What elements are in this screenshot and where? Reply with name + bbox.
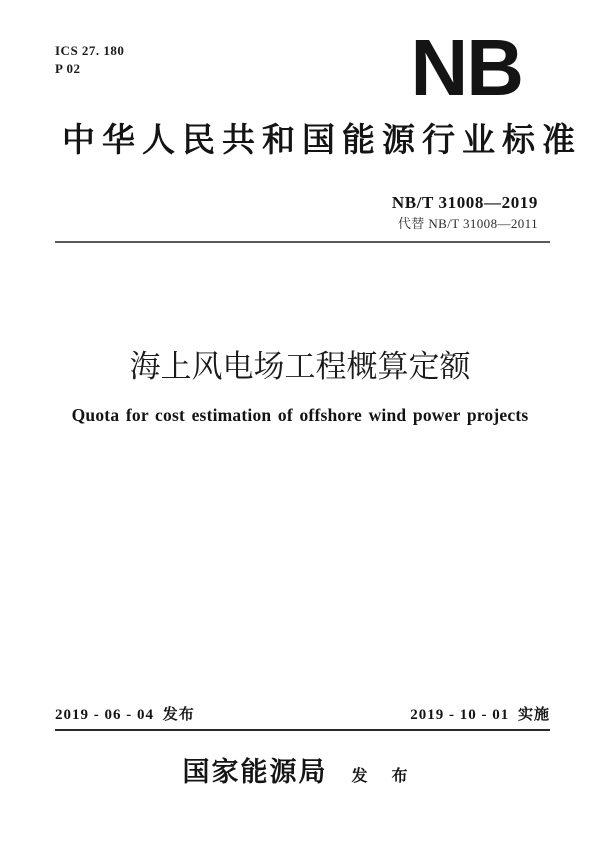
document-title-chinese: 海上风电场工程概算定额	[129, 349, 471, 385]
nb-logo: NB	[410, 23, 522, 112]
footer-dates-row	[55, 703, 550, 724]
implement-date: 2019 - 10 - 01	[410, 707, 510, 723]
ics-classification-block	[55, 42, 124, 78]
issue-date-label: 发布	[162, 707, 195, 723]
document-title-english: Quota for cost estimation of offshore wind power projects	[71, 405, 529, 425]
issue-date: 2019 - 06 - 04	[55, 707, 154, 723]
classification-code: P 02	[55, 61, 81, 76]
publisher-action-label: 发 布	[351, 768, 418, 785]
implement-date-group	[410, 703, 550, 724]
publisher-name: 国家能源局	[182, 757, 328, 787]
footer-divider-rule	[55, 729, 550, 731]
issue-date-group	[55, 703, 195, 724]
publisher-line	[0, 750, 600, 789]
ics-code: ICS 27. 180	[55, 43, 125, 58]
implement-date-label: 实施	[517, 707, 550, 723]
replaces-note: 代替 NB/T 31008—2011	[397, 216, 538, 231]
standard-number: NB/T 31008—2019	[391, 193, 538, 212]
header-divider-rule	[55, 241, 550, 243]
standard-category-heading: 中华人民共和国能源行业标准	[62, 123, 582, 159]
standard-number-block	[392, 192, 538, 232]
